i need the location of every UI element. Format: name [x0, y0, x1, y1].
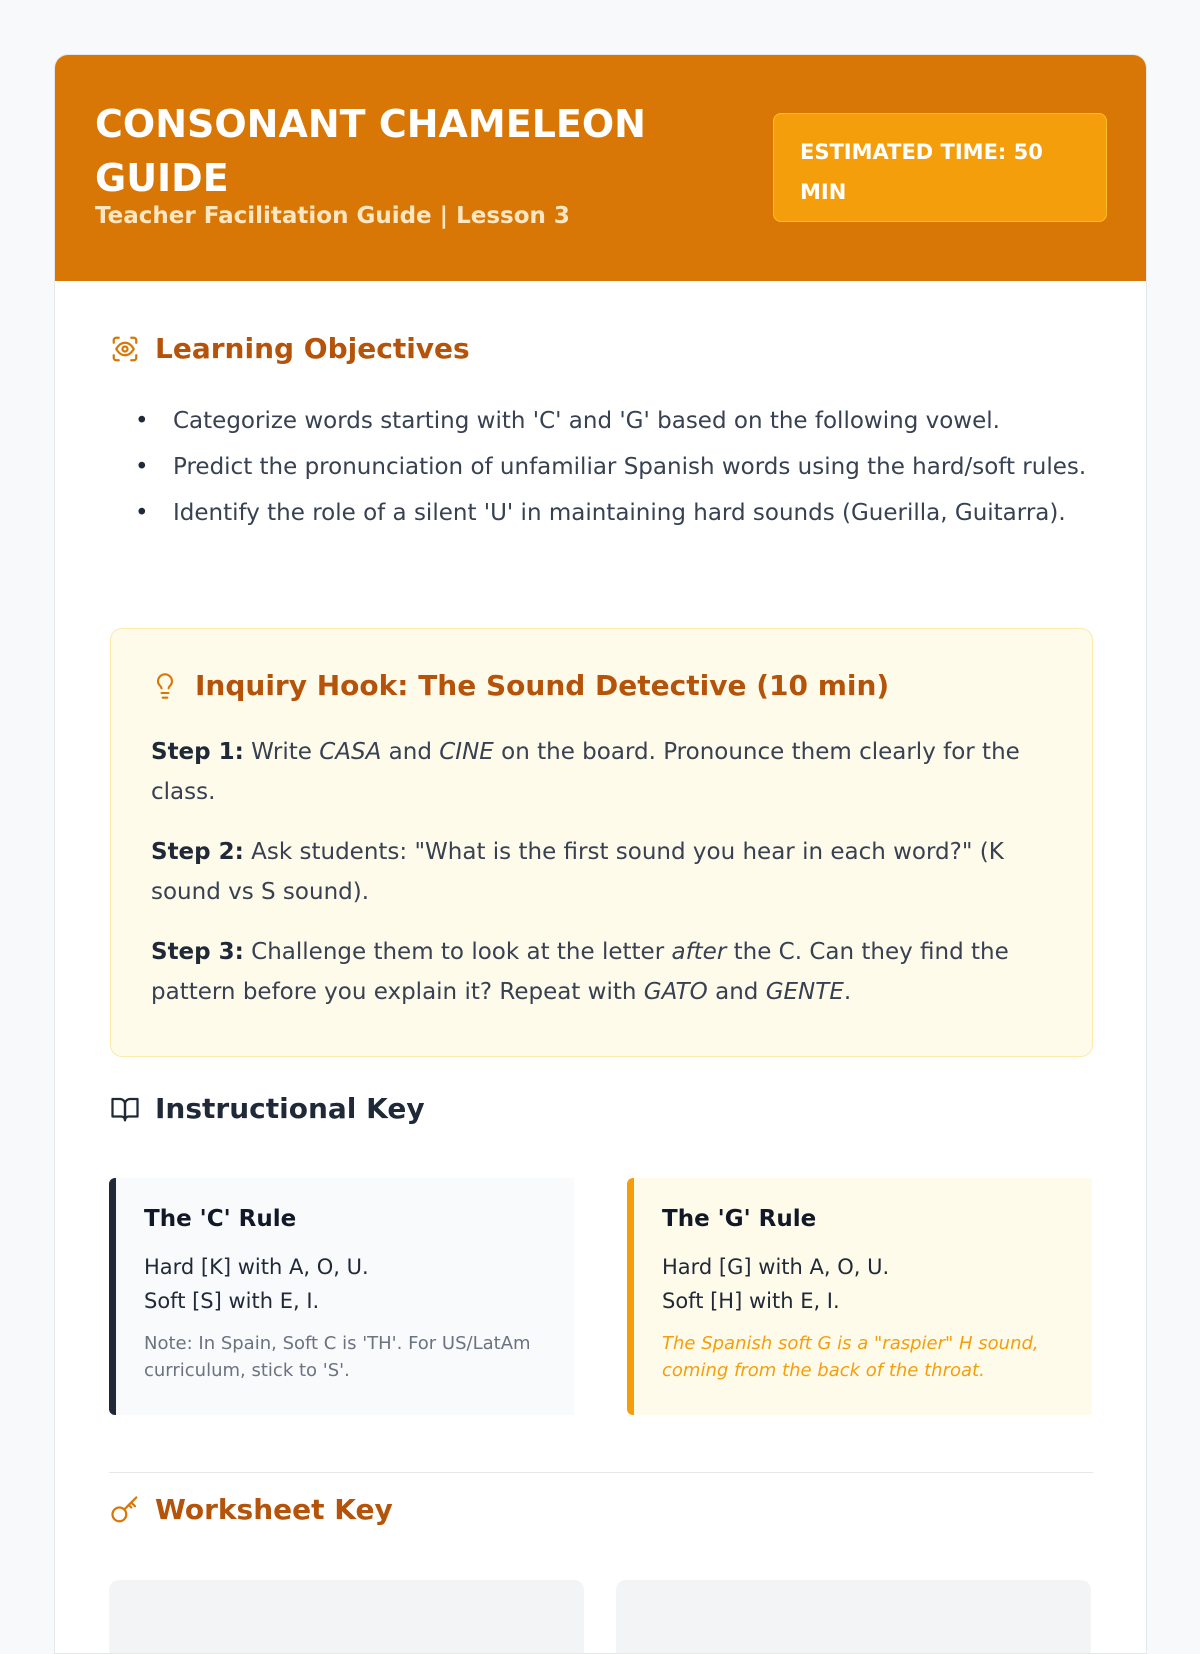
step-text: the C. Can they find the pattern before you explain it? Repeat with — [151, 939, 1009, 1005]
emphasis-word: after — [671, 939, 727, 965]
page-title: CONSONANT CHAMELEON GUIDE — [95, 102, 646, 200]
page-subtitle: Teacher Facilitation Guide | Lesson 3 — [95, 203, 570, 229]
worksheet-key-heading — [109, 1493, 393, 1526]
g-rule-soft: Soft [H] with E, I. — [662, 1289, 840, 1313]
instructional-key-heading — [109, 1092, 425, 1125]
objectives-list — [135, 401, 1095, 539]
objectives-heading — [109, 332, 470, 365]
worksheet-card-left — [109, 1580, 584, 1654]
worksheet-card-right — [616, 1580, 1091, 1654]
worksheet-key-title: Worksheet Key — [155, 1493, 393, 1526]
inquiry-hook-box — [110, 628, 1093, 1057]
c-rule-card — [109, 1178, 574, 1415]
g-rule-title: The 'G' Rule — [662, 1206, 817, 1232]
key-icon — [109, 1494, 141, 1526]
open-book-icon — [109, 1093, 141, 1125]
example-word: CASA — [319, 739, 382, 765]
example-word: CINE — [439, 739, 494, 765]
c-rule-hard: Hard [K] with A, O, U. — [144, 1255, 369, 1279]
example-word: GENTE — [765, 979, 844, 1005]
c-rule-soft: Soft [S] with E, I. — [144, 1289, 320, 1313]
guide-card — [54, 54, 1147, 1654]
step-label: Step 2: — [151, 839, 244, 865]
target-eye-icon — [109, 333, 141, 365]
c-rule-title: The 'C' Rule — [144, 1206, 297, 1232]
guide-header — [55, 55, 1146, 281]
step-text: Challenge them to look at the letter — [251, 939, 665, 965]
list-item: • Predict the pronunciation of unfamiliar Spanish words using the hard/soft rules. — [135, 447, 1095, 487]
list-item: • Identify the role of a silent 'U' in maintaining hard sounds (Guerilla, Guitarra). — [135, 493, 1095, 533]
hook-step-1 — [151, 732, 1051, 812]
lightbulb-icon — [149, 670, 181, 702]
hook-title: Inquiry Hook: The Sound Detective (10 min) — [195, 669, 890, 702]
hook-heading — [149, 669, 889, 702]
section-divider — [109, 1472, 1093, 1473]
step-label: Step 1: — [151, 739, 244, 765]
step-text: and — [388, 739, 432, 765]
estimated-time-badge: ESTIMATED TIME: 50 MIN — [773, 113, 1107, 222]
objectives-title: Learning Objectives — [155, 332, 470, 365]
step-text: and — [715, 979, 759, 1005]
g-rule-hard: Hard [G] with A, O, U. — [662, 1255, 890, 1279]
step-label: Step 3: — [151, 939, 244, 965]
step-text: on the board. Pronounce them clearly for the class. — [151, 739, 1020, 805]
list-item: • Categorize words starting with 'C' and 'G' based on the following vowel. — [135, 401, 1095, 441]
step-text: Ask students: "What is the first sound you hear in each word?" (K sound vs S sound). — [151, 839, 1004, 905]
hook-step-3 — [151, 932, 1051, 1012]
example-word: GATO — [643, 979, 708, 1005]
hook-step-2 — [151, 832, 1051, 912]
g-rule-note: The Spanish soft G is a "raspier" H sound, coming from the back of the throat. — [662, 1333, 1039, 1381]
g-rule-card — [627, 1178, 1092, 1415]
instructional-key-title: Instructional Key — [155, 1092, 425, 1125]
step-text: . — [843, 979, 852, 1005]
step-text: Write — [251, 739, 312, 765]
c-rule-note: Note: In Spain, Soft C is 'TH'. For US/LatAm curriculum, stick to 'S'. — [144, 1333, 531, 1381]
